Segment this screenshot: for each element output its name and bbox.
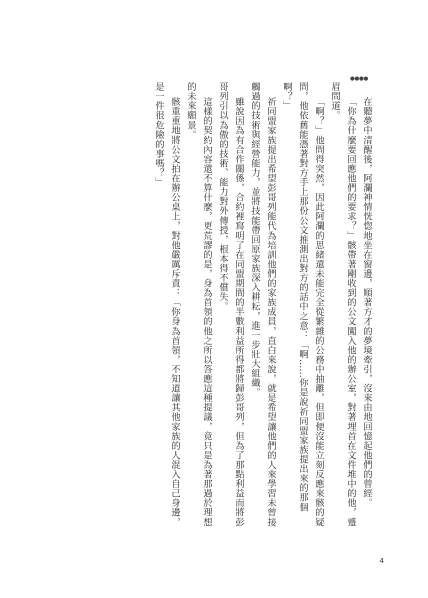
page-number: 4 [379, 557, 384, 565]
paragraph: 骸重重地將公文拍在辦公桌上，對他嚴厲斥責：「你身為首領，不知道讓其他家族的人混入自己身邊，是一件很危險的事嗎？」 [153, 82, 180, 527]
chapter-ornament: ●●●● [350, 76, 368, 82]
paragraph: 雖說因為有合作關係，合約裡寫明了在同盟期間的半數利益所得都將歸彭哥列，但為了那點利益而將彭哥列引以為傲的技術、能力對外傳授，根本得不償失。 [217, 82, 244, 527]
paragraph: 「你為什麼要回應他們的要求？」骸帶著剛收到的公文闖入他的辦公室，對著埋首在文件堆中的他，蹙眉問道。 [329, 82, 356, 527]
paragraph: 祈同盟家族提出希望彭哥列能代為培訓他們的家族成員，直白來說，就是希望讓他們的人來學習未曾接觸過的技術與經營能力，並將技能帶回原家族深入耕耘，進一步壯大組織。 [249, 82, 276, 527]
paragraph: 在聽夢中清醒後，阿瀾神情恍惚地坐在窗邊，順著方才的夢境牽引，沒來由地回憶起他們的曾經。 [361, 96, 372, 508]
paragraph: 這樣的契約內容還不算什麼，更荒謬的是，身為首領的他之所以答應這種提議，竟只是為著那過於理想的未來願景。 [185, 82, 212, 527]
vertical-text-body [150, 82, 374, 527]
paragraph: 「啊？」他問得突然，因此阿瀾的思緒還未能完全從繁雜的公務中抽離，但即便沒能立刻反應來骸的疑問，他依舊能憑著對方手上那份公文推測出對方的話中之意：「啊……你是說祈同盟家族提出來的那個啊？」 [281, 82, 324, 527]
